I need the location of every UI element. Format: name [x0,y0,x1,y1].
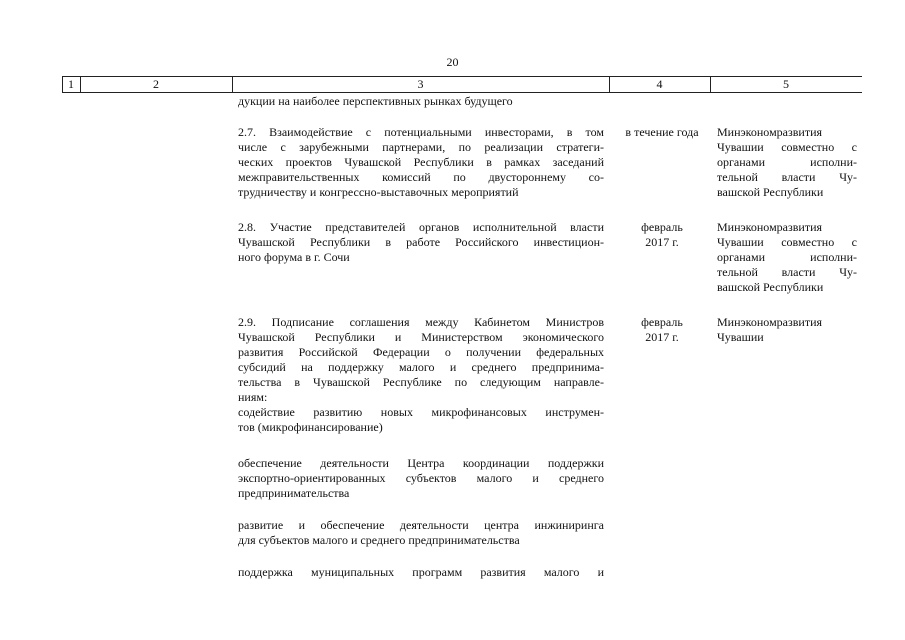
text-line: тельства в Чувашской Республике по следующим направле- [238,375,604,389]
text-line: Чувашии совместно с [717,140,857,154]
table-header [62,76,862,93]
text-line: органами исполни- [717,250,857,264]
sub-item [238,565,604,580]
text-line: дукции на наиболее перспективных рынках будущего [238,94,513,108]
text-line: развития Российской Федерации о получении федеральных [238,345,604,359]
row-2-8-term [616,220,708,250]
text-line: числе с зарубежными партнерами, по реализации стратеги- [238,140,604,154]
row-2-9-term [616,315,708,345]
text-line: в течение года [625,125,699,139]
text-line: февраль [641,315,683,329]
text-line: субсидий на поддержку малого и среднего предпринима- [238,360,604,374]
sub-item [238,518,604,548]
row-2-9-action [238,315,604,435]
text-line: обеспечение деятельности Центра координации поддержки [238,456,604,470]
row-2-7-action [238,125,604,200]
text-line: развитие и обеспечение деятельности центра инжиниринга [238,518,604,532]
text-line: ниям: [238,390,268,404]
text-line: тов (микрофинансирование) [238,420,383,434]
row-2-9-executor [717,315,857,345]
text-line: 2017 г. [645,235,679,249]
header-col-4: 4 [656,77,663,91]
header-col-3: 3 [417,77,424,91]
text-line: Чувашии [717,330,764,344]
page-number: 20 [446,55,459,69]
row-2-8-action [238,220,604,265]
text-line: 2.7. Взаимодействие с потенциальными инвесторами, в том [238,125,604,139]
text-line: Минэкономразвития [717,125,823,139]
continuation-text [238,94,604,109]
header-col-2: 2 [153,77,159,91]
text-line: февраль [641,220,683,234]
text-line: ного форума в г. Сочи [238,250,350,264]
text-line: 2.8. Участие представителей органов исполнительной власти [238,220,604,234]
text-line: трудничеству и конгрессно-выставочных мероприятий [238,185,519,199]
row-2-8-executor [717,220,857,295]
text-line: вашской Республики [717,280,824,294]
text-line: ческих проектов Чувашской Республики в рамках заседаний [238,155,604,169]
text-line: поддержка муниципальных программ развития малого и [238,565,604,579]
sub-item [238,456,604,501]
text-line: тельной власти Чу- [717,265,857,279]
text-line: 2.9. Подписание соглашения между Кабинетом Министров [238,315,604,329]
text-line: Чувашии совместно с [717,235,857,249]
text-line: Минэкономразвития [717,315,823,329]
header-col-5: 5 [783,77,789,91]
text-line: предпринимательства [238,486,350,500]
text-line: содействие развитию новых микрофинансовых инструмен- [238,405,604,419]
text-line: экспортно-ориентированных субъектов малого и среднего [238,471,604,485]
text-line: органами исполни- [717,155,857,169]
text-line: Чувашской Республики в работе Российского инвестицион- [238,235,604,249]
row-2-7-executor [717,125,857,200]
text-line: для субъектов малого и среднего предпринимательства [238,533,520,547]
header-col-1: 1 [68,77,74,91]
row-2-7-term [616,125,708,140]
text-line: 2017 г. [645,330,679,344]
text-line: Чувашской Республики и Министерством экономического [238,330,604,344]
header-bottom-rule [62,92,862,93]
text-line: межправительственных комиссий по двустороннему со- [238,170,604,184]
text-line: тельной власти Чу- [717,170,857,184]
text-line: Минэкономразвития [717,220,823,234]
text-line: вашской Республики [717,185,824,199]
